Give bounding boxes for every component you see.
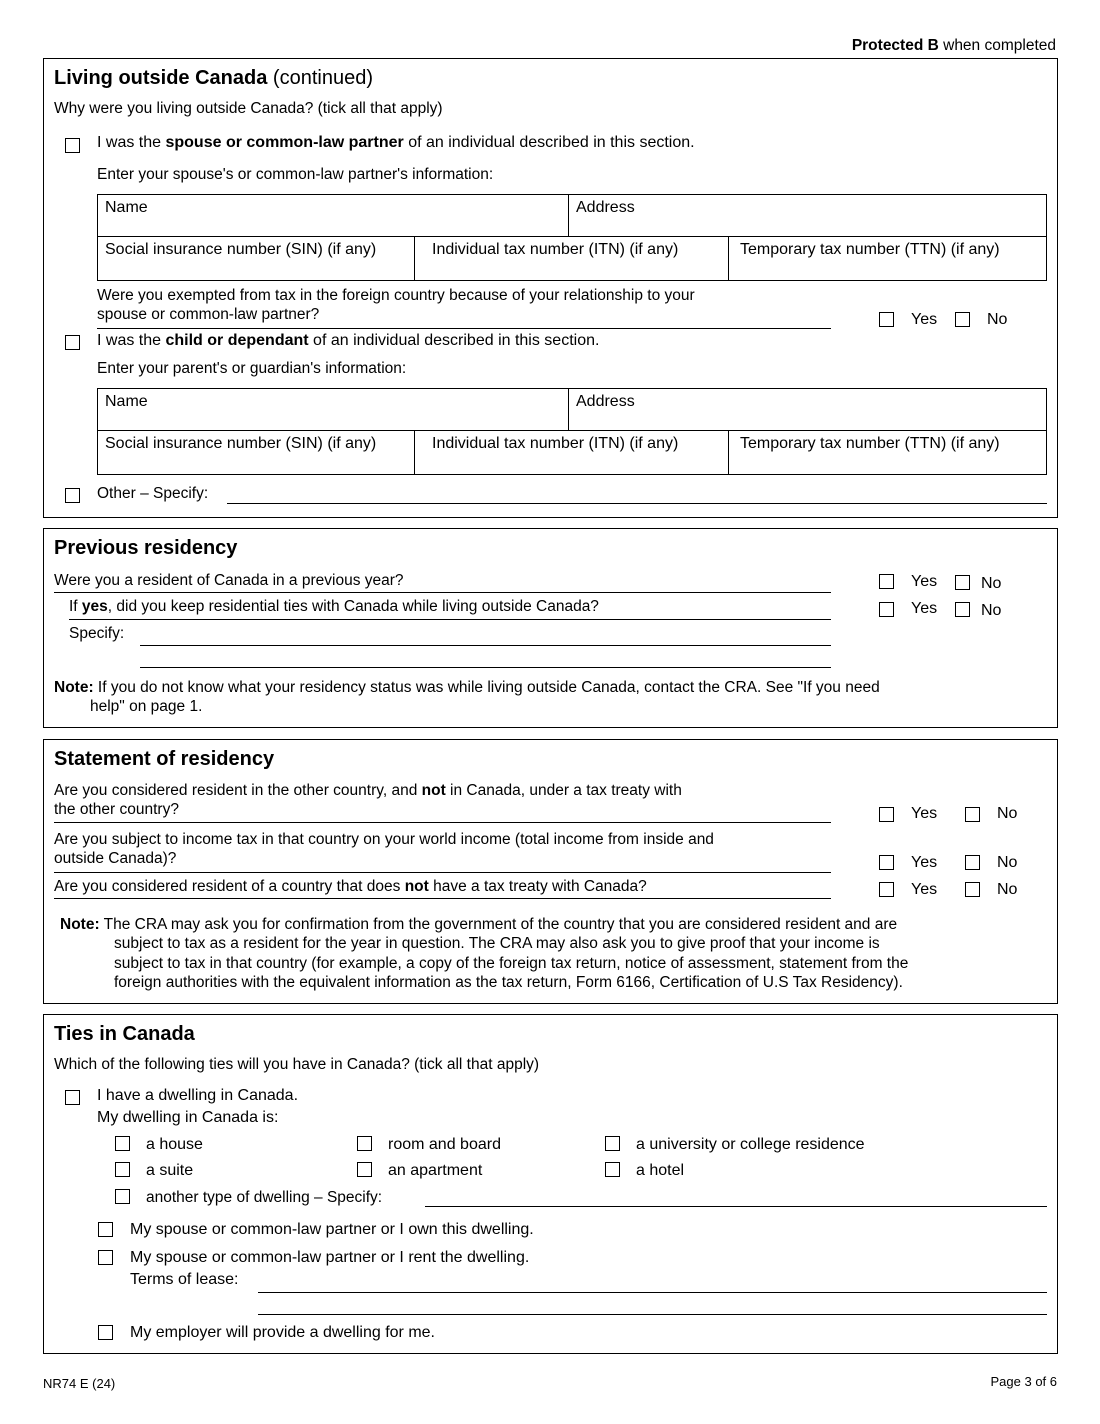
exempt-no-checkbox[interactable] <box>955 312 970 327</box>
child-option-label: I was the child or dependant of an individual described in this section. <box>97 332 600 349</box>
prev-resident-yes-label: Yes <box>911 573 938 590</box>
statement-note-line4: foreign authorities with the equivalent information as the tax return, Form 6166, Certification of U.S Tax Residency). <box>114 974 903 991</box>
child-enter-info: Enter your parent's or guardian's information: <box>97 360 407 377</box>
dwelling-checkbox[interactable] <box>65 1090 80 1105</box>
world-income-yes-label: Yes <box>911 854 938 871</box>
dwelling-label: I have a dwelling in Canada. <box>97 1087 299 1104</box>
no-treaty-yes-label: Yes <box>911 881 938 898</box>
ties-kept-no-checkbox[interactable] <box>955 602 970 617</box>
rent-dwelling-checkbox[interactable] <box>98 1250 113 1265</box>
spouse-enter-info: Enter your spouse's or common-law partner's information: <box>97 166 494 183</box>
prev-specify-label: Specify: <box>69 625 125 642</box>
hotel-label: a hotel <box>636 1162 685 1179</box>
spouse-address-field[interactable]: Address <box>576 199 635 216</box>
university-checkbox[interactable] <box>605 1136 620 1151</box>
living-question: Why were you living outside Canada? (tick all that apply) <box>54 100 443 117</box>
terms-of-lease-label: Terms of lease: <box>130 1271 239 1288</box>
another-dwelling-input[interactable] <box>425 1206 1047 1207</box>
world-income-question-line1: Are you subject to income tax in that country on your world income (total income from inside and <box>54 831 714 848</box>
ties-question: Which of the following ties will you have in Canada? (tick all that apply) <box>54 1056 540 1073</box>
hotel-checkbox[interactable] <box>605 1162 620 1177</box>
section-title-living: Living outside Canada (continued) <box>54 67 373 89</box>
prev-resident-no-label: No <box>981 575 1002 592</box>
spouse-sin-field[interactable]: Social insurance number (SIN) (if any) <box>105 241 377 258</box>
ties-kept-no-label: No <box>981 602 1002 619</box>
exempt-yes-checkbox[interactable] <box>879 312 894 327</box>
apartment-label: an apartment <box>388 1162 483 1179</box>
protected-b-label: Protected B when completed <box>851 37 1056 54</box>
section-title-previous: Previous residency <box>54 537 238 559</box>
spouse-name-field[interactable]: Name <box>105 199 148 216</box>
parent-ttn-field[interactable]: Temporary tax number (TTN) (if any) <box>740 435 1000 452</box>
statement-note-line3: subject to tax in that country (for example, a copy of the foreign tax return, notice of assessment, statement from the <box>114 955 909 972</box>
parent-address-field[interactable]: Address <box>576 393 635 410</box>
apartment-checkbox[interactable] <box>357 1162 372 1177</box>
form-id: NR74 E (24) <box>43 1376 116 1391</box>
treaty-question-line2: the other country? <box>54 801 179 818</box>
terms-of-lease-input-1[interactable] <box>258 1292 1047 1293</box>
suite-checkbox[interactable] <box>115 1162 130 1177</box>
employer-dwelling-label: My employer will provide a dwelling for me. <box>130 1324 435 1341</box>
spouse-itn-field[interactable]: Individual tax number (ITN) (if any) <box>432 241 679 258</box>
university-label: a university or college residence <box>636 1136 865 1153</box>
rent-dwelling-label: My spouse or common-law partner or I rent the dwelling. <box>130 1249 530 1266</box>
child-checkbox[interactable] <box>65 335 80 350</box>
parent-sin-field[interactable]: Social insurance number (SIN) (if any) <box>105 435 377 452</box>
prev-resident-no-checkbox[interactable] <box>955 575 970 590</box>
another-dwelling-label: another type of dwelling – Specify: <box>146 1189 383 1206</box>
treaty-no-checkbox[interactable] <box>965 807 980 822</box>
page-number: Page 3 of 6 <box>990 1374 1057 1389</box>
no-treaty-no-label: No <box>997 881 1018 898</box>
terms-of-lease-input-2[interactable] <box>258 1314 1047 1315</box>
parent-itn-field[interactable]: Individual tax number (ITN) (if any) <box>432 435 679 452</box>
other-specify-label: Other – Specify: <box>97 485 209 502</box>
no-treaty-no-checkbox[interactable] <box>965 882 980 897</box>
suite-label: a suite <box>146 1162 194 1179</box>
spouse-checkbox[interactable] <box>65 138 80 153</box>
exempt-question-line1: Were you exempted from tax in the foreign country because of your relationship to your <box>97 287 695 304</box>
house-checkbox[interactable] <box>115 1136 130 1151</box>
ties-kept-yes-checkbox[interactable] <box>879 602 894 617</box>
dwelling-is-label: My dwelling in Canada is: <box>97 1109 279 1126</box>
treaty-no-label: No <box>997 805 1018 822</box>
own-dwelling-checkbox[interactable] <box>98 1222 113 1237</box>
ties-kept-yes-label: Yes <box>911 600 938 617</box>
parent-info-table <box>97 388 1047 475</box>
prev-specify-input-2[interactable] <box>140 667 831 668</box>
own-dwelling-label: My spouse or common-law partner or I own this dwelling. <box>130 1221 534 1238</box>
no-treaty-yes-checkbox[interactable] <box>879 882 894 897</box>
statement-note: Note: The CRA may ask you for confirmation from the government of the country that you are considered resident and are <box>60 916 898 933</box>
treaty-yes-checkbox[interactable] <box>879 807 894 822</box>
spouse-ttn-field[interactable]: Temporary tax number (TTN) (if any) <box>740 241 1000 258</box>
parent-name-field[interactable]: Name <box>105 393 148 410</box>
prev-note-line2: help" on page 1. <box>90 698 203 715</box>
treaty-question-line1: Are you considered resident in the other country, and not in Canada, under a tax treaty with <box>54 782 682 799</box>
prev-note: Note: If you do not know what your residency status was while living outside Canada, contact the CRA. See "If you need <box>54 679 880 696</box>
world-income-yes-checkbox[interactable] <box>879 855 894 870</box>
employer-dwelling-checkbox[interactable] <box>98 1325 113 1340</box>
world-income-no-label: No <box>997 854 1018 871</box>
prev-resident-question: Were you a resident of Canada in a previous year? <box>54 572 404 589</box>
exempt-question-line2: spouse or common-law partner? <box>97 306 320 323</box>
room-board-checkbox[interactable] <box>357 1136 372 1151</box>
other-checkbox[interactable] <box>65 488 80 503</box>
section-title-ties: Ties in Canada <box>54 1023 195 1045</box>
exempt-no-label: No <box>987 311 1008 328</box>
room-board-label: room and board <box>388 1136 501 1153</box>
statement-note-line2: subject to tax as a resident for the year in question. The CRA may also ask you to give proof that your income is <box>114 935 880 952</box>
prev-resident-yes-checkbox[interactable] <box>879 574 894 589</box>
spouse-info-table <box>97 194 1047 281</box>
house-label: a house <box>146 1136 203 1153</box>
world-income-question-line2: outside Canada)? <box>54 850 177 867</box>
ties-kept-question: If yes, did you keep residential ties with Canada while living outside Canada? <box>69 598 599 615</box>
another-dwelling-checkbox[interactable] <box>115 1189 130 1204</box>
other-specify-input[interactable] <box>227 503 1047 504</box>
treaty-yes-label: Yes <box>911 805 938 822</box>
world-income-no-checkbox[interactable] <box>965 855 980 870</box>
prev-specify-input-1[interactable] <box>140 645 831 646</box>
spouse-option-label: I was the spouse or common-law partner of an individual described in this section. <box>97 134 695 151</box>
section-title-statement: Statement of residency <box>54 748 275 770</box>
exempt-yes-label: Yes <box>911 311 938 328</box>
no-treaty-question: Are you considered resident of a country that does not have a tax treaty with Canada? <box>54 878 647 895</box>
